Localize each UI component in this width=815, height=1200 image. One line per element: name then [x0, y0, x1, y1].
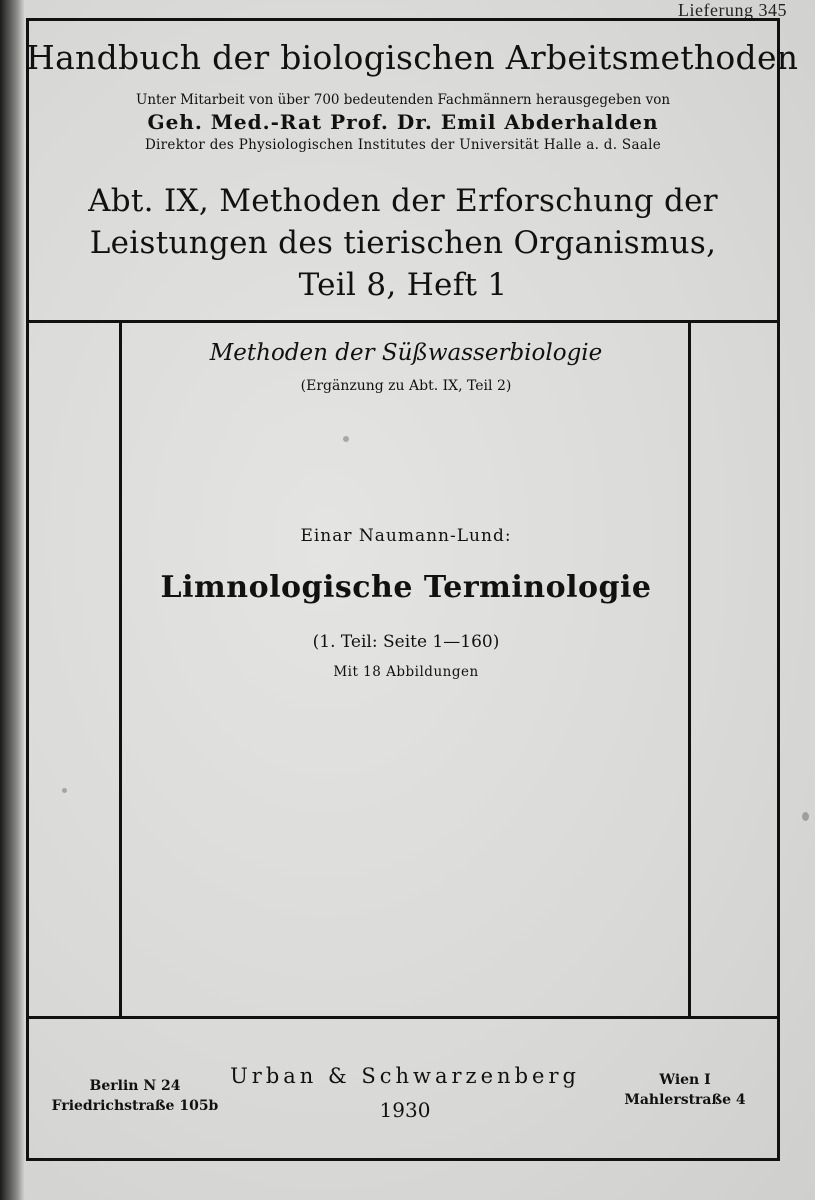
paper-speck [62, 788, 67, 793]
berlin-address [40, 1076, 230, 1116]
berlin-city: Berlin N 24 [89, 1078, 181, 1094]
footer-divider [26, 1016, 780, 1019]
part-note: (1. Teil: Seite 1—160) [312, 632, 500, 652]
berlin-street: Friedrichstraße 105b [51, 1098, 219, 1114]
collaboration-note: Unter Mitarbeit von über 700 bedeutenden Fachmännern herausgegeben von [135, 92, 671, 108]
editor-name: Geh. Med.-Rat Prof. Dr. Emil Abderhalden [147, 110, 659, 134]
author-name: Einar Naumann-Lund: [300, 526, 512, 546]
publication-year: 1930 [379, 1098, 431, 1122]
delivery-number: Lieferung 345 [678, 0, 787, 20]
series-title: Handbuch der biologischen Arbeitsmethoden [26, 38, 799, 77]
editor-position: Direktor des Physiologischen Institutes der Universität Halle a. d. Saale [144, 137, 662, 153]
paper-speck [802, 812, 809, 821]
publisher-name: Urban & Schwarzenberg [230, 1064, 580, 1088]
wien-city: Wien I [659, 1072, 711, 1088]
section-heading [26, 180, 780, 306]
paper-speck [343, 436, 349, 442]
wien-address [590, 1070, 780, 1110]
supplement-note: (Ergänzung zu Abt. IX, Teil 2) [300, 378, 512, 394]
section-line-2: Leistungen des tierischen Organismus, [89, 225, 717, 261]
illustrations-note: Mit 18 Abbildungen [333, 664, 479, 680]
wien-street: Mahlerstraße 4 [624, 1092, 746, 1108]
book-title: Limnologische Terminologie [160, 570, 652, 605]
section-line-1: Abt. IX, Methoden der Erforschung der [88, 183, 718, 219]
volume-subtitle: Methoden der Süßwasserbiologie [209, 340, 603, 366]
header-divider [26, 320, 780, 323]
scan-edge [0, 0, 24, 1200]
section-line-3: Teil 8, Heft 1 [298, 267, 508, 303]
